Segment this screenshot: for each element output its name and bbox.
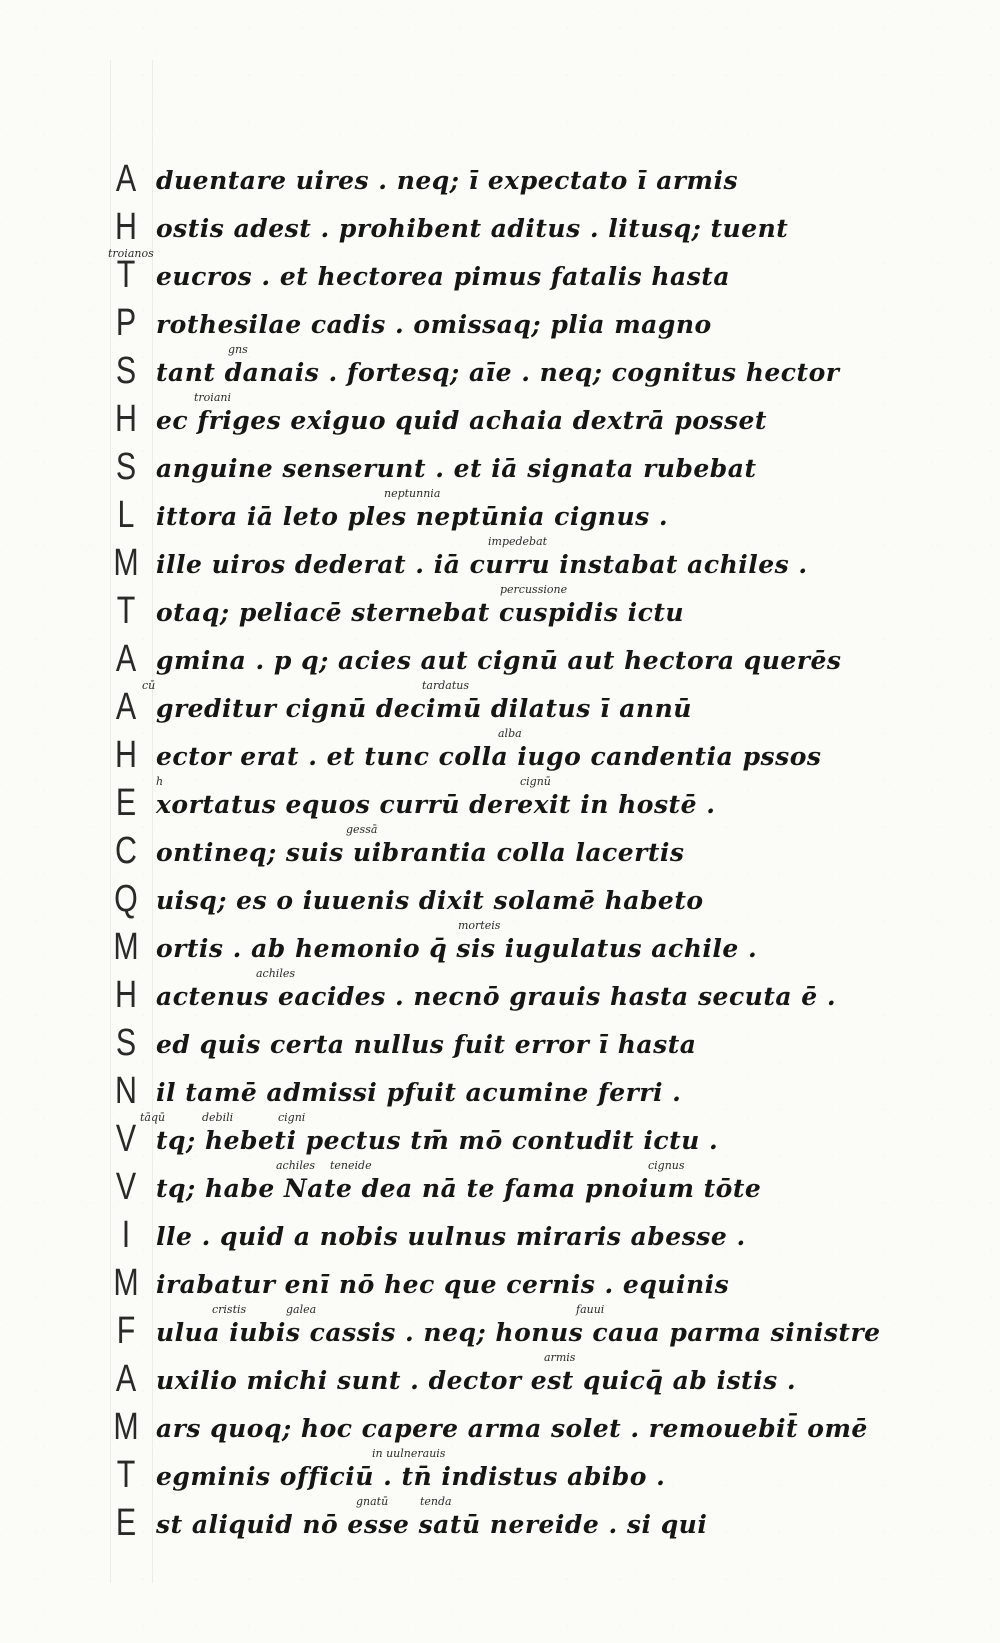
verse-line (108, 727, 822, 790)
interlinear-gloss: cū (142, 679, 156, 692)
verse-line (108, 1214, 748, 1270)
verse-initial: E (115, 1502, 137, 1544)
interlinear-gloss: tāqū (140, 1111, 166, 1124)
verse-line (108, 919, 758, 982)
verse-text: greditur cignū decimū dilatus ī annū (156, 694, 692, 723)
verse-initial: H (115, 974, 137, 1016)
verse-line (108, 823, 748, 886)
verse-line (108, 775, 748, 838)
verse-line (108, 1159, 762, 1222)
interlinear-gloss: fauui (576, 1303, 605, 1316)
verse-text: egminis officiū . tn̄ indistus abibo . (156, 1462, 666, 1491)
verse-initial: H (115, 206, 137, 248)
verse-initial: A (115, 1358, 137, 1400)
interlinear-gloss: impedebat (488, 535, 548, 548)
verse-text: rothesilae cadis . omissaq; plia magno (156, 310, 712, 339)
verse-initial: M (113, 926, 139, 968)
verse-initial: S (115, 1022, 137, 1064)
verse-initial: V (115, 1118, 137, 1160)
verse-initial: F (116, 1310, 136, 1352)
verse-line (108, 302, 748, 358)
verse-text: ontineq; suis uibrantia colla lacertis (156, 838, 685, 867)
verse-initial: T (116, 590, 136, 632)
interlinear-gloss: percussione (500, 583, 568, 596)
verse-initial: S (115, 446, 137, 488)
verse-line (108, 583, 748, 646)
verse-initial: C (115, 830, 137, 872)
verse-line (108, 391, 767, 454)
verse-text: ille uiros dederat . iā curru instabat achiles . (156, 550, 808, 579)
verse-line (108, 247, 748, 310)
interlinear-gloss: in uulnerauis (372, 1447, 446, 1460)
interlinear-gloss: achiles (276, 1159, 315, 1172)
verse-initial: M (113, 1406, 139, 1448)
verse-line (108, 1022, 748, 1078)
verse-initial: S (115, 350, 137, 392)
verse-text: uisq; es o iuuenis dixit solamē habeto (156, 886, 704, 915)
verse-text: irabatur enī nō hec que cernis . equinis (156, 1270, 730, 1299)
interlinear-gloss: neptunnia (384, 487, 441, 500)
verse-initial: T (116, 254, 136, 296)
interlinear-gloss: achiles (256, 967, 295, 980)
interlinear-gloss: tardatus (422, 679, 469, 692)
interlinear-gloss: armis (544, 1351, 576, 1364)
verse-line (108, 535, 808, 598)
verse-text: ortis . ab hemonio q̄ sis iugulatus achile . (156, 934, 758, 963)
verse-text: ars quoq; hoc capere arma solet . remouebit̄ omē (156, 1414, 868, 1443)
verse-text: duentare uires . neq; ī expectato ī armis (156, 166, 739, 195)
interlinear-gloss: teneide (330, 1159, 372, 1172)
verse-initial: N (115, 1070, 137, 1112)
interlinear-gloss: gessā (346, 823, 378, 836)
verse-line (108, 1495, 748, 1558)
verse-text: ec friges exiguo quid achaia dextrā posset (156, 406, 767, 435)
verse-text: il tamē admissi pfuit acumine ferri . (156, 1078, 682, 1107)
interlinear-gloss: cristis (212, 1303, 247, 1316)
interlinear-gloss: cigni (278, 1111, 306, 1124)
verse-line (108, 206, 789, 262)
verse-text: ector erat . et tunc colla iugo candentia pssos (156, 742, 822, 771)
verse-initial: A (115, 158, 137, 200)
verse-initial: H (115, 398, 137, 440)
verse-text: ed quis certa nullus fuit error ī hasta (156, 1030, 697, 1059)
interlinear-gloss: gnatū (356, 1495, 389, 1508)
verse-initial: I (121, 1214, 131, 1256)
verse-text: tq; hebeti pectus tm̄ mō contudit ictu . (156, 1126, 719, 1155)
verse-initial: A (115, 638, 137, 680)
verse-text: eucros . et hectorea pimus fatalis hasta (156, 262, 731, 291)
verse-line (108, 487, 748, 550)
verse-initial: E (115, 782, 137, 824)
verse-text: uxilio michi sunt . dector est quicq̄ ab istis . (156, 1366, 797, 1395)
verse-text: otaq; peliacē sternebat cuspidis ictu (156, 598, 685, 627)
interlinear-gloss: troiani (194, 391, 231, 404)
verse-text: tq; habe Nate dea nā te fama pnoium tōte (156, 1174, 762, 1203)
verse-text: actenus eacides . necnō grauis hasta secuta ē . (156, 982, 837, 1011)
interlinear-gloss: morteis (458, 919, 501, 932)
verse-line (108, 158, 748, 214)
verse-text: st aliquid nō esse satū nereide . si qui (156, 1510, 708, 1539)
verse-initial: P (115, 302, 137, 344)
verse-line (108, 967, 837, 1030)
verse-text: tant danais . fortesq; aīe . neq; cognitus hector (156, 358, 840, 387)
interlinear-gloss: cignū (520, 775, 551, 788)
verse-text: anguine senserunt . et iā signata rubebat (156, 454, 757, 483)
verse-line (108, 1262, 748, 1318)
verse-line (108, 679, 748, 742)
verse-initial: M (113, 1262, 139, 1304)
verse-initial: M (113, 542, 139, 584)
verse-initial: V (115, 1166, 137, 1208)
verse-initial: L (117, 494, 135, 536)
verse-line (108, 1303, 881, 1366)
interlinear-gloss: gns (228, 343, 248, 356)
interlinear-gloss: galea (286, 1303, 317, 1316)
interlinear-gloss: cignus (648, 1159, 685, 1172)
verse-text: xortatus equos currū derexit in hostē . (156, 790, 716, 819)
verse-initial: A (115, 686, 137, 728)
interlinear-gloss: alba (498, 727, 522, 740)
interlinear-gloss: tenda (420, 1495, 452, 1508)
interlinear-gloss: debili (202, 1111, 234, 1124)
verse-line (108, 878, 748, 934)
verse-text: lle . quid a nobis uulnus miraris abesse . (156, 1222, 746, 1251)
interlinear-gloss: h (156, 775, 164, 788)
interlinear-gloss: troianos (108, 247, 154, 260)
verse-text: ittora iā leto ples neptūnia cignus . (156, 502, 669, 531)
verse-initial: H (115, 734, 137, 776)
verse-initial: T (116, 1454, 136, 1496)
verse-initial: Q (114, 878, 138, 920)
verse-text: gmina . p q; acies aut cignū aut hectora querēs (156, 646, 842, 675)
verse-text: ulua iubis cassis . neq; honus caua parma sinistre (156, 1318, 881, 1347)
verse-text: ostis adest . prohibent aditus . litusq; tuent (156, 214, 789, 243)
verse-line (108, 1351, 797, 1414)
